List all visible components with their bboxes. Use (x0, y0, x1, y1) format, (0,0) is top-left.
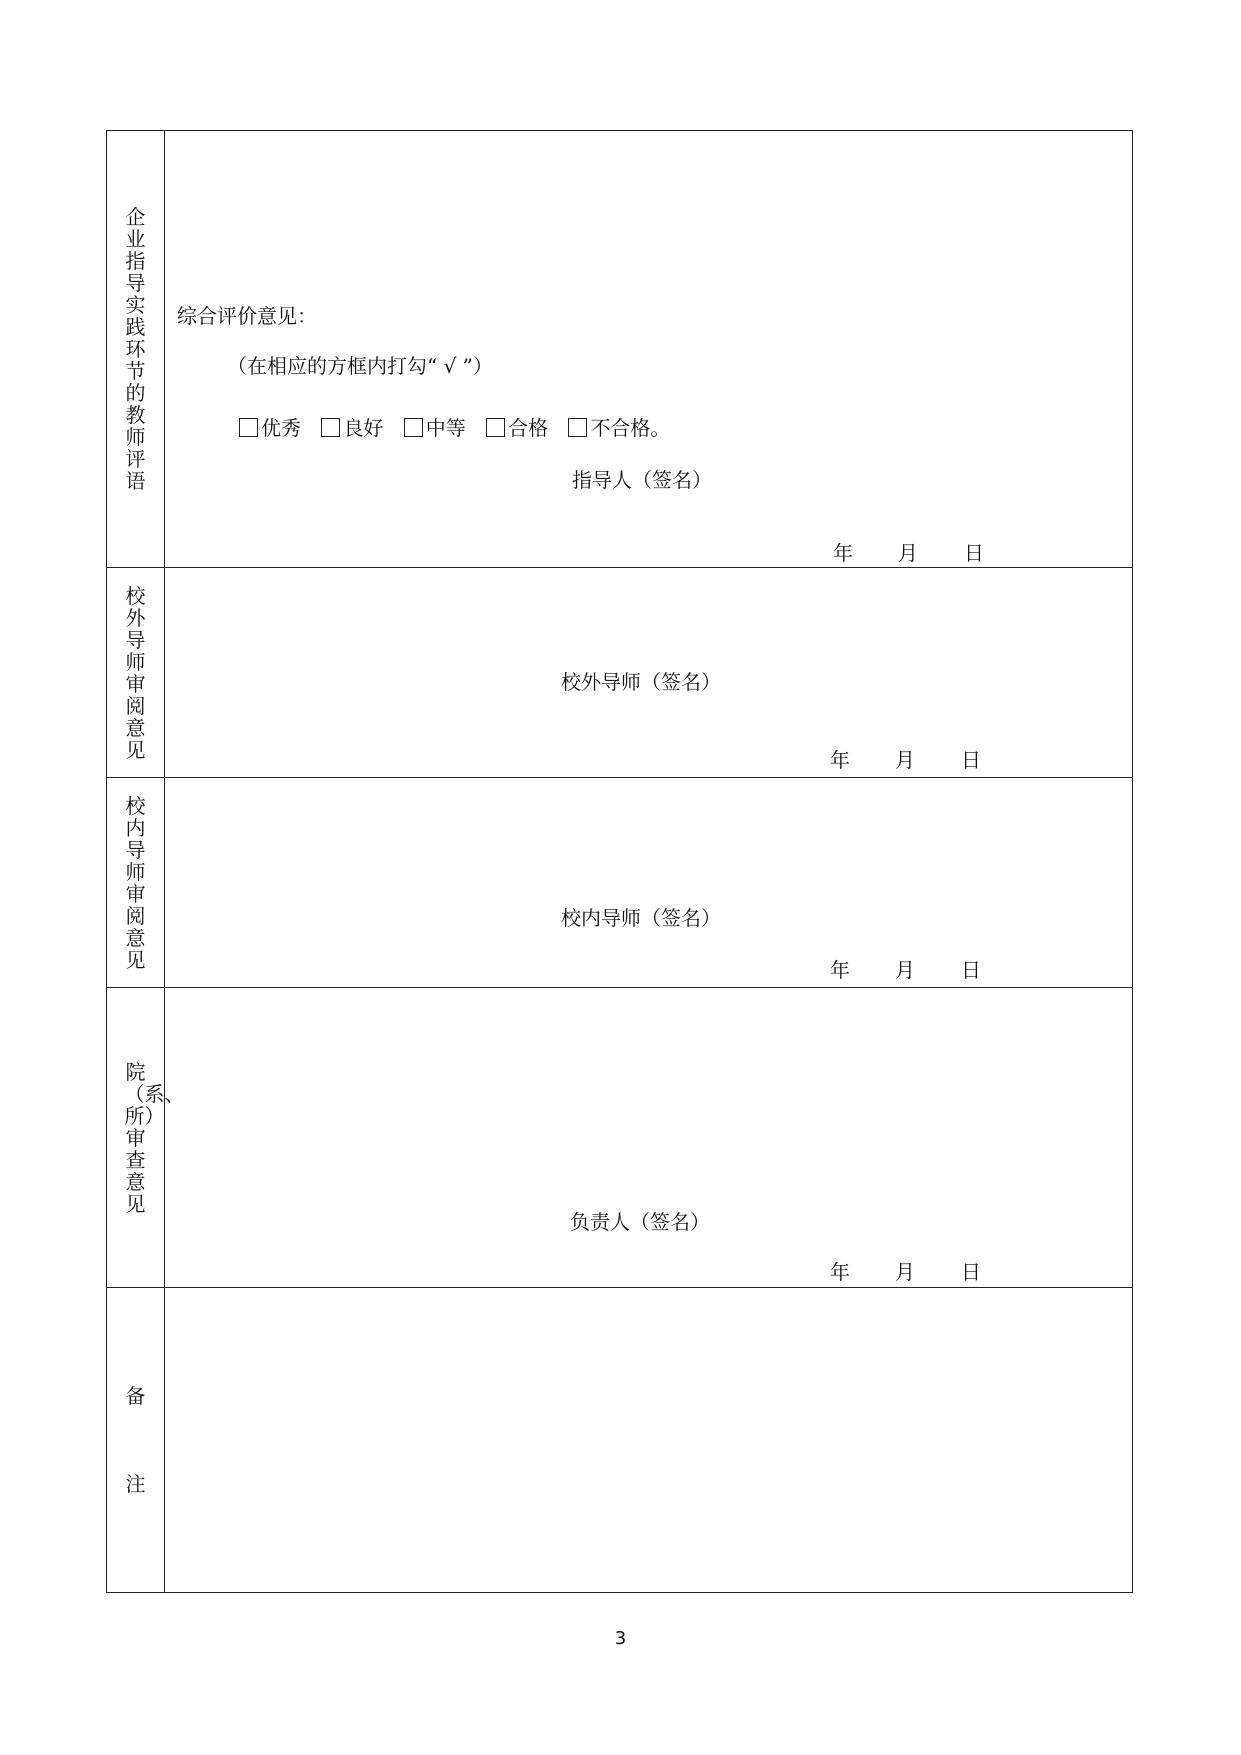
row-label-enterprise (107, 131, 165, 568)
checkbox-excellent[interactable] (239, 418, 258, 437)
external-supervisor-area[interactable] (165, 568, 1133, 778)
internal-supervisor-area[interactable] (165, 778, 1133, 988)
enterprise-comment-area[interactable] (165, 131, 1133, 568)
date-day: 日 (964, 541, 984, 565)
checkbox-good[interactable] (321, 418, 340, 437)
grade-options (239, 416, 670, 440)
row-label-text: 校外导师审阅意见 (125, 583, 146, 762)
grade-label-pass: 合格 (508, 416, 549, 440)
comment-label: 综合评价意见： (177, 304, 317, 328)
row-label-remarks (107, 1288, 165, 1593)
date-year: 年 (830, 958, 850, 982)
row-internal-supervisor (107, 778, 1133, 988)
row-external-supervisor (107, 568, 1133, 778)
department-review-area[interactable] (165, 988, 1133, 1288)
date-month: 月 (898, 541, 918, 565)
grade-label-fail: 不合格。 (590, 416, 671, 440)
row-department-review (107, 988, 1133, 1288)
signature-department-head: 负责人（签名） (570, 1210, 710, 1234)
row-label-department (107, 988, 185, 1288)
date-day: 日 (961, 958, 981, 982)
row-label-text: 校内导师审阅意见 (125, 793, 146, 972)
date-month: 月 (895, 1260, 915, 1284)
row-label-text: 院（系、所）审查意见 (124, 1059, 185, 1216)
date-month: 月 (895, 748, 915, 772)
date-year: 年 (830, 748, 850, 772)
date-month: 月 (895, 958, 915, 982)
row-label-text: 备注 (125, 1384, 146, 1496)
row-label-external (107, 568, 165, 778)
date-year: 年 (833, 541, 853, 565)
row-label-text: 企业指导实践环节的教师评语 (125, 205, 146, 493)
row-remarks (107, 1288, 1133, 1593)
signature-external: 校外导师（签名） (561, 670, 721, 694)
signature-internal: 校内导师（签名） (561, 906, 721, 930)
row-label-internal (107, 778, 165, 988)
checkbox-instruction: （在相应的方框内打勾“ √ ”） (227, 354, 493, 378)
date-day: 日 (961, 1260, 981, 1284)
date-year: 年 (830, 1260, 850, 1284)
signature-instructor: 指导人（签名） (572, 468, 712, 492)
date-day: 日 (961, 748, 981, 772)
grade-label-medium: 中等 (425, 416, 466, 440)
grade-label-excellent: 优秀 (261, 416, 301, 440)
checkbox-medium[interactable] (404, 418, 423, 437)
evaluation-form-table (106, 130, 1133, 1593)
row-enterprise-comments (107, 131, 1133, 568)
grade-label-good: 良好 (343, 416, 384, 440)
page-number: 3 (614, 1628, 627, 1649)
remarks-area[interactable] (165, 1288, 1133, 1593)
checkbox-pass[interactable] (486, 418, 505, 437)
checkbox-fail[interactable] (568, 418, 587, 437)
